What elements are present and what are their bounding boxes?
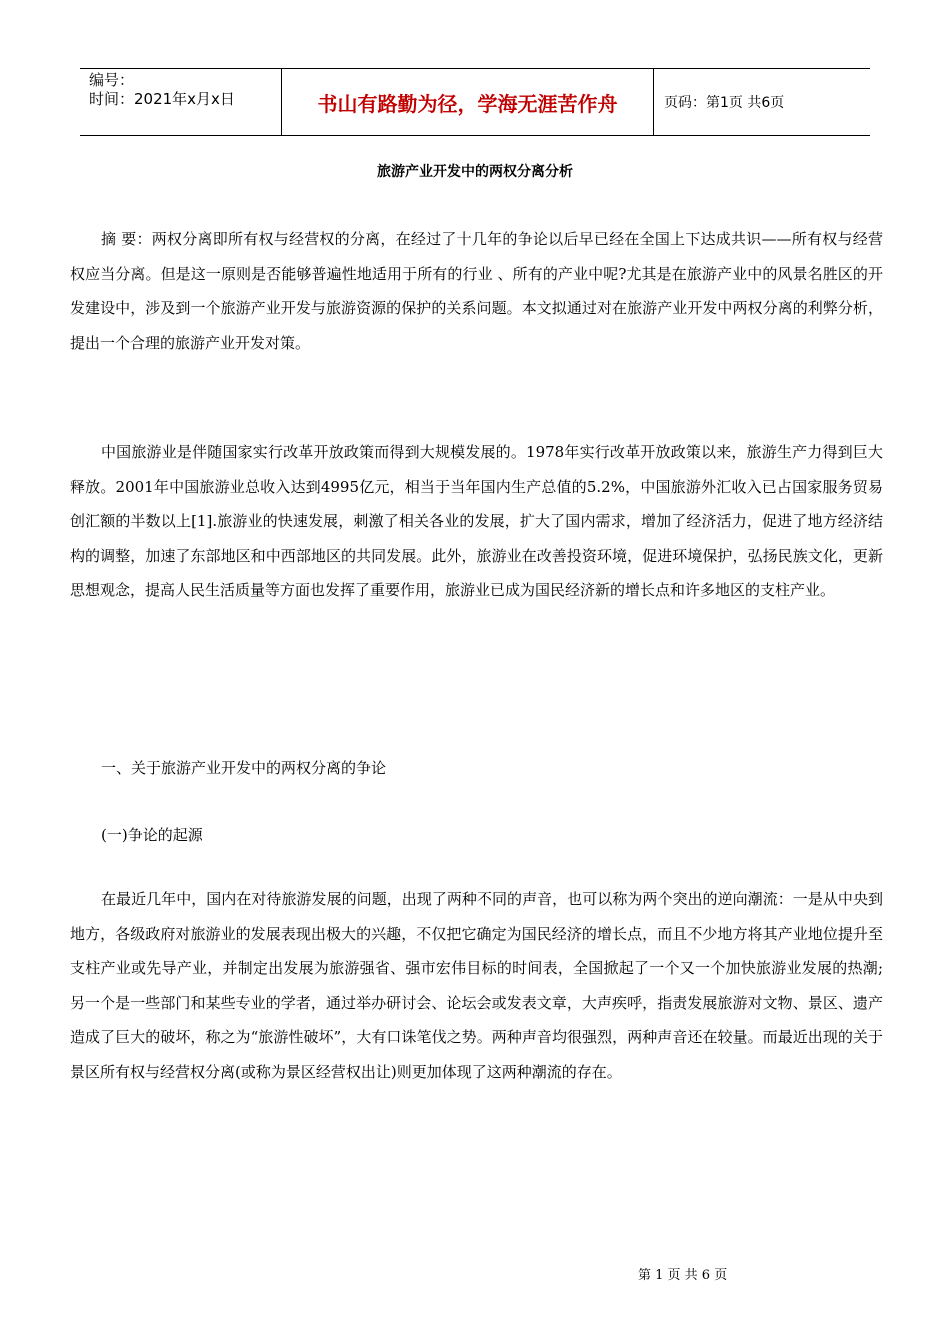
body-paragraph: 在最近几年中，国内在对待旅游发展的问题，出现了两种不同的声音，也可以称为两个突出的逆向潮流：一是从中央到地方，各级政府对旅游业的发展表现出极大的兴趣，不仅把它确定为国民经济的增长点，而且不少地方将其产业地位提升至支柱产业或先导产业，并制定出发展为旅游强省、强市宏伟目标的时间表，全国掀起了一个又一个加快旅游业发展的热潮;另一个是一些部门和某些专业的学者，通过举办研讨会、论坛会或发表文章，大声疾呼，指责发展旅游对文物、景区、遗产造成了巨大的破坏，称之为“旅游性破坏”，大有口诛笔伐之势。两种声音均很强烈，两种声音还在较量。而最近出现的关于景区所有权与经营权分离(或称为景区经营权出让)则更加体现了这两种潮流的存在。 (70, 890, 883, 1081)
header-motto: 书山有路勤为径，学海无涯苦作舟 (282, 69, 654, 135)
header-number-label: 编号： (89, 71, 135, 89)
subsection-heading: (一)争论的起源 (101, 826, 203, 844)
abstract-paragraph: 摘 要：两权分离即所有权与经营权的分离，在经过了十几年的争论以后早已经在全国上下达成共识——所有权与经营权应当分离。但是这一原则是否能够普遍性地适用于所有的行业 、所有的产业中呢?尤其是在旅游产业中的风景名胜区的开发建设中，涉及到一个旅游产业开发与旅游资源的保护的关系问题。本文拟通过对在旅游产业开发中两权分离的利弊分析，提出一个合理的旅游产业开发对策。 (70, 230, 883, 352)
document-title: 旅游产业开发中的两权分离分析 (377, 164, 573, 180)
header-info-cell (80, 69, 282, 135)
document-header (80, 68, 870, 136)
section-heading: 一、关于旅游产业开发中的两权分离的争论 (101, 759, 387, 777)
body-paragraph: 中国旅游业是伴随国家实行改革开放政策而得到大规模发展的。1978年实行改革开放政策以来，旅游生产力得到巨大释放。2001年中国旅游业总收入达到4995亿元，相当于当年国内生产总值的5.2%，中国旅游外汇收入已占国家服务贸易创汇额的半数以上[1].旅游业的快速发展，刺激了相关各业的发展，扩大了国内需求，增加了经济活力，促进了地方经济结构的调整，加速了东部地区和中西部地区的共同发展。此外，旅游业在改善投资环境，促进环境保护，弘扬民族文化，更新思想观念，提高人民生活质量等方面也发挥了重要作用，旅游业已成为国民经济新的增长点和许多地区的支柱产业。 (70, 443, 883, 599)
header-date-label: 时间：2021年x月x日 (89, 90, 235, 108)
header-page-label: 页码：第1页 共6页 (664, 95, 785, 111)
page-footer: 第 1 页 共 6 页 (638, 1268, 728, 1283)
